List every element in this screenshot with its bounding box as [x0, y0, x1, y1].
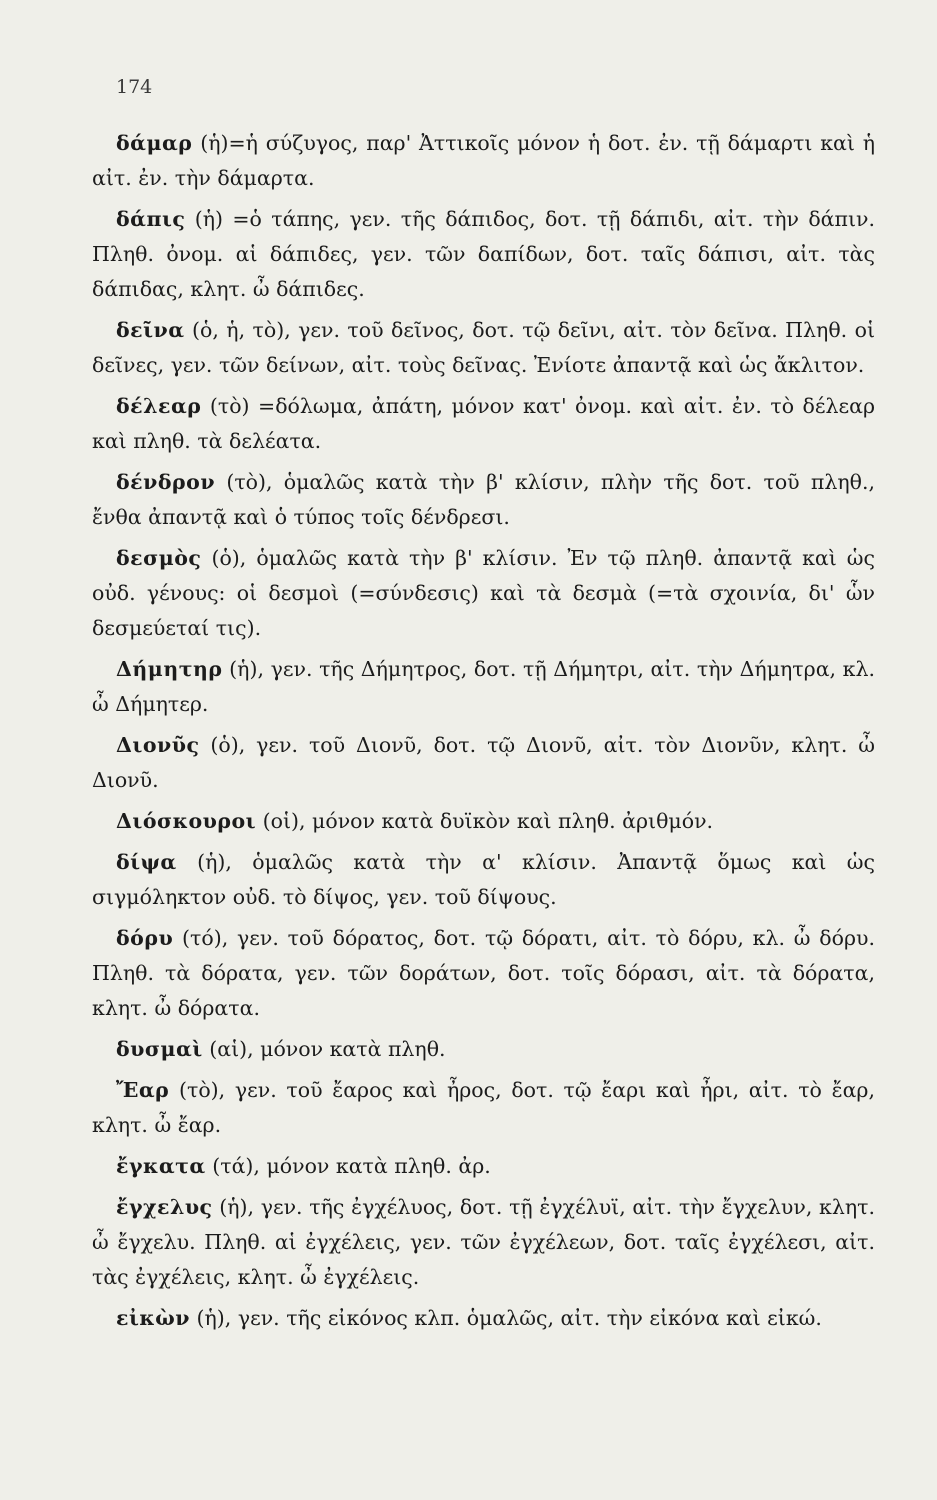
entry-eikon	[92, 1301, 875, 1336]
definition: (ἡ)=ἡ σύζυγος, παρ' Ἀττικοῖς μόνον ἡ δοτ. ἐν. τῇ δάμαρτι καὶ ἡ αἰτ. ἐν. τὴν δάμαρτα.	[92, 131, 875, 190]
definition: (ἡ), γεν. τῆς ἐγχέλυος, δοτ. τῇ ἐγχέλυϊ, αἰτ. τὴν ἔγχελυν, κλητ. ὦ ἔγχελυ. Πληθ. αἱ ἐγχέλεις, γεν. τῶν ἐγχέλεων, δοτ. ταῖς ἐγχέλεσι, αἰτ. τὰς ἐγχέλεις, κλητ. ὦ ἐγχέλεις.	[92, 1195, 875, 1289]
dictionary-entries	[92, 126, 875, 1342]
definition: (ὁ), ὁμαλῶς κατὰ τὴν β' κλίσιν. Ἐν τῷ πληθ. ἀπαντᾷ καὶ ὡς οὐδ. γένους: οἱ δεσμοὶ (=σύνδεσις) καὶ τὰ δεσμὰ (=τὰ σχοινία, δι' ὧν δεσμεύεταί τις).	[92, 546, 875, 640]
entry-dipsa	[92, 845, 875, 915]
definition: (ἡ), γεν. τῆς εἰκόνος κλπ. ὁμαλῶς, αἰτ. τὴν εἰκόνα καὶ εἰκώ.	[190, 1306, 822, 1330]
definition: (ἡ), γεν. τῆς Δήμητρος, δοτ. τῇ Δήμητρι, αἰτ. τὴν Δήμητρα, κλ. ὦ Δήμητερ.	[92, 657, 875, 716]
headword: Διόσκουροι	[116, 809, 257, 833]
definition: (τὸ), ὁμαλῶς κατὰ τὴν β' κλίσιν, πλὴν τῆς δοτ. τοῦ πληθ., ἔνθα ἀπαντᾷ καὶ ὁ τύπος τοῖς δένδρεσι.	[92, 470, 875, 529]
definition: (ἡ) =ὁ τάπης, γεν. τῆς δάπιδος, δοτ. τῇ δάπιδι, αἰτ. τὴν δάπιν. Πληθ. ὀνομ. αἱ δάπιδες, γεν. τῶν δαπίδων, δοτ. ταῖς δάπισι, αἰτ. τὰς δάπιδας, κλητ. ὦ δάπιδες.	[92, 207, 875, 301]
definition: (ἡ), ὁμαλῶς κατὰ τὴν α' κλίσιν. Ἀπαντᾷ ὅμως καὶ ὡς σιγμόληκτον οὐδ. τὸ δίψος, γεν. τοῦ δίψους.	[92, 850, 875, 909]
headword: δίψα	[116, 850, 177, 874]
entry-egchelys	[92, 1190, 875, 1295]
headword: δάπις	[116, 207, 186, 231]
headword: δυσμαὶ	[116, 1037, 203, 1061]
headword: Ἔαρ	[116, 1078, 170, 1102]
definition: (οἱ), μόνον κατὰ δυϊκὸν καὶ πληθ. ἀριθμόν.	[256, 809, 714, 833]
headword: δάμαρ	[116, 131, 193, 155]
headword: δέλεαρ	[116, 394, 202, 418]
entry-dionys	[92, 728, 875, 798]
entry-damar	[92, 126, 875, 196]
entry-dysmai	[92, 1032, 875, 1067]
entry-delear	[92, 389, 875, 459]
entry-dory	[92, 921, 875, 1026]
definition: (αἱ), μόνον κατὰ πληθ.	[202, 1037, 446, 1061]
headword: ἔγχελυς	[116, 1195, 213, 1219]
headword: εἰκὼν	[116, 1306, 190, 1330]
definition: (ὁ, ἡ, τὸ), γεν. τοῦ δεῖνος, δοτ. τῷ δεῖνι, αἰτ. τὸν δεῖνα. Πληθ. οἱ δεῖνες, γεν. τῶν δείνων, αἰτ. τοὺς δεῖνας. Ἐνίοτε ἀπαντᾷ καὶ ὡς ἄκλιτον.	[92, 318, 875, 377]
entry-dapis	[92, 202, 875, 307]
headword: δεσμὸς	[116, 546, 202, 570]
entry-demeter	[92, 652, 875, 722]
headword: ἔγκατα	[116, 1154, 206, 1178]
definition: (τό), γεν. τοῦ δόρατος, δοτ. τῷ δόρατι, αἰτ. τὸ δόρυ, κλ. ὦ δόρυ. Πληθ. τὰ δόρατα, γεν. τῶν δοράτων, δοτ. τοῖς δόρασι, αἰτ. τὰ δόρατα, κλητ. ὦ δόρατα.	[92, 926, 875, 1020]
headword: δεῖνα	[116, 318, 185, 342]
headword: Διονῦς	[116, 733, 200, 757]
entry-ear	[92, 1073, 875, 1143]
entry-dioskouroi	[92, 804, 875, 839]
definition: (ὁ), γεν. τοῦ Διονῦ, δοτ. τῷ Διονῦ, αἰτ. τὸν Διονῦν, κλητ. ὦ Διονῦ.	[92, 733, 875, 792]
definition: (τά), μόνον κατὰ πληθ. ἀρ.	[205, 1154, 491, 1178]
page-number: 174	[116, 76, 153, 98]
headword: Δήμητηρ	[116, 657, 223, 681]
entry-egkata	[92, 1149, 875, 1184]
definition: (τὸ), γεν. τοῦ ἔαρος καὶ ἦρος, δοτ. τῷ ἔαρι καὶ ἦρι, αἰτ. τὸ ἔαρ, κλητ. ὦ ἔαρ.	[92, 1078, 875, 1137]
entry-deina	[92, 313, 875, 383]
entry-desmos	[92, 541, 875, 646]
definition: (τὸ) =δόλωμα, ἀπάτη, μόνον κατ' ὀνομ. καὶ αἰτ. ἐν. τὸ δέλεαρ καὶ πληθ. τὰ δελέατα.	[92, 394, 875, 453]
entry-dendron	[92, 465, 875, 535]
headword: δόρυ	[116, 926, 174, 950]
headword: δένδρον	[116, 470, 216, 494]
